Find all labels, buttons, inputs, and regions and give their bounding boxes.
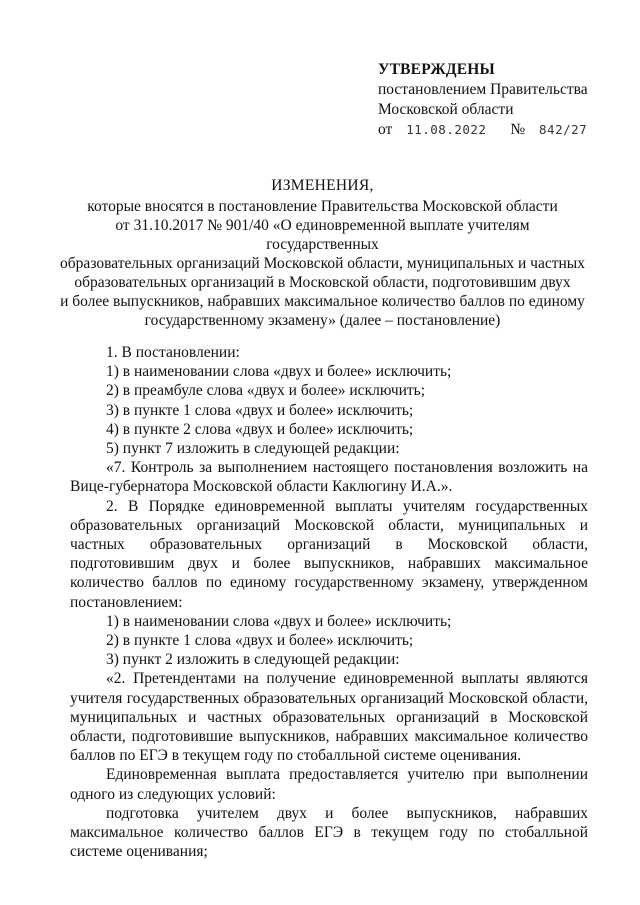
title-line: от 31.10.2017 № 901/40 «О единовременной выплате учителям государственных: [115, 217, 530, 253]
from-label: от: [378, 121, 393, 138]
paragraph: «2. Претендентами на получение единовременной выплаты являются учителя государственных образовательных организаций Московской области, муниципальных и частных образовательных организаций в Московской области, подготовившие выпускников, набравших максимальное количество баллов по ЕГЭ в текущем году по стобалльной системе оценивания.: [70, 670, 588, 765]
paragraph: 1. В постановлении:: [106, 344, 240, 361]
paragraph: Единовременная выплата предоставляется учителю при выполнении одного из следующих условий:: [70, 766, 588, 803]
paragraph: 4) в пункте 2 слова «двух и более» исключить;: [106, 420, 414, 438]
paragraph: 2) в преамбуле слова «двух и более» исключить;: [106, 382, 426, 400]
approval-date-line: [378, 120, 628, 140]
approved-heading: УТВЕРЖДЕНЫ: [378, 61, 495, 78]
title-line: образовательных организаций Московской области, муниципальных и частных: [60, 255, 585, 272]
paragraph: 3) пункт 2 изложить в следующей редакции:: [106, 651, 400, 669]
approval-line-1: постановлением Правительства: [378, 81, 588, 98]
paragraph: подготовка учителем двух и более выпускников, набравших максимальное количество баллов ЕГЭ в текущем году по стобалльной системе оценивания;: [70, 804, 588, 861]
paragraph: 1) в наименовании слова «двух и более» исключить;: [106, 363, 452, 381]
approval-line-2: Московской области: [378, 101, 514, 118]
paragraph: 1) в наименовании слова «двух и более» исключить;: [106, 612, 452, 630]
number-sign: №: [510, 121, 526, 138]
title-line: государственному экзамену» (далее – постановление): [144, 312, 501, 329]
title-line: образовательных организаций в Московской области, подготовившим двух: [74, 274, 571, 291]
title-line: которые вносятся в постановление Правительства Московской области: [87, 198, 558, 215]
paragraph: «7. Контроль за выполнением настоящего постановления возложить на Вице-губернатора Московской области Каклюгину И.А.».: [70, 459, 588, 496]
title-line: и более выпускников, набравших максимальное количество баллов по единому: [60, 293, 585, 310]
paragraph: 2) в пункте 1 слова «двух и более» исключить;: [106, 632, 414, 650]
approval-date: 11.08.2022: [406, 122, 487, 137]
approval-stamp-block: [378, 60, 628, 140]
title-heading: ИЗМЕНЕНИЯ,: [271, 177, 374, 194]
document-body: [70, 343, 588, 861]
paragraph: 5) пункт 7 изложить в следующей редакции:: [106, 440, 400, 458]
paragraph: 2. В Порядке единовременной выплаты учителям государственных образовательных организаций Московской области, муниципальных и частных образовательных организаций в Московской области, подготовившим двух и более выпускников, набравших максимальное количество баллов по единому государственному экзамену, утвержденном постановлением:: [70, 497, 588, 611]
paragraph: 3) в пункте 1 слова «двух и более» исключить;: [106, 401, 414, 419]
document-title: [60, 176, 585, 330]
approval-number: 842/27: [539, 122, 588, 137]
